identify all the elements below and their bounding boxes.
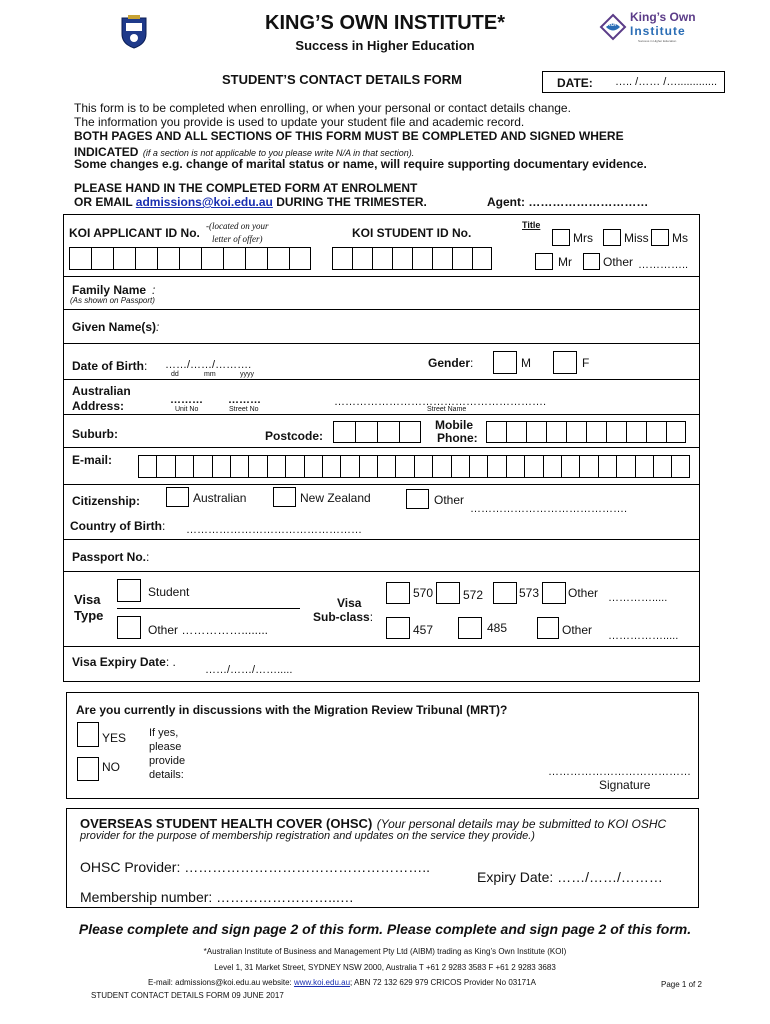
subclass-other-line-1[interactable]: …………..... xyxy=(608,592,668,604)
gender-text: Gender xyxy=(428,356,471,370)
ohsc-note-2: provider for the purpose of membership registration and updates on the service they provide.) xyxy=(80,830,535,842)
applicant-id-note-2: letter of offer) xyxy=(212,234,263,244)
footer-line-3 xyxy=(148,978,536,987)
dob-value[interactable]: ……/……/………. xyxy=(165,359,252,371)
citizenship-australian-label: Australian xyxy=(193,491,247,505)
subclass-other-label-1: Other xyxy=(568,586,599,600)
intro-na-note: (if a section is not applicable to you please write N/A in that section). xyxy=(142,148,415,158)
footer-abn-text: ; ABN 72 132 629 979 CRICOS Provider No 03171A xyxy=(350,978,536,987)
dob-text: Date of Birth xyxy=(72,359,144,373)
koi-logo-text-tag: KOI xyxy=(607,22,616,28)
mrt-question: Are you currently in discussions with the Migration Review Tribunal (MRT)? xyxy=(76,703,508,717)
footer-email-text: E-mail: admissions@koi.edu.au website: xyxy=(148,978,292,987)
ohsc-provider-field[interactable]: OHSC Provider: …………………………………………….. xyxy=(80,859,431,875)
visa-expiry-value[interactable]: ……/……/……..... xyxy=(205,664,293,676)
mrt-signature-label: Signature xyxy=(599,778,651,792)
visa-subclass-label-1: Visa xyxy=(337,596,362,610)
family-name-colon: : xyxy=(152,283,156,297)
citizenship-other-label: Other xyxy=(434,493,465,507)
koi-logo-text-1: King’s Own xyxy=(630,10,696,24)
subclass-485-checkbox[interactable] xyxy=(458,617,482,639)
gender-m-label: M xyxy=(521,356,531,370)
email-cells[interactable] xyxy=(138,455,690,478)
address-label-2: Address: xyxy=(72,399,125,413)
footer-page-number: Page 1 of 2 xyxy=(661,980,702,989)
student-id-label: KOI STUDENT ID No. xyxy=(352,226,472,240)
passport-text: Passport No. xyxy=(72,550,147,564)
applicant-id-label: KOI APPLICANT ID No. xyxy=(69,226,200,240)
footer-form-id: STUDENT CONTACT DETAILS FORM 09 JUNE 2017 xyxy=(91,991,284,1000)
ohsc-heading-text: OVERSEAS STUDENT HEALTH COVER (OHSC) xyxy=(80,816,373,831)
row-divider xyxy=(63,276,700,277)
page-2-reminder: Please complete and sign page 2 of this form. Please complete and sign page 2 of this form. xyxy=(78,921,692,937)
student-id-cells[interactable] xyxy=(332,247,492,270)
visa-subclass-text: Sub-class xyxy=(313,610,370,624)
unit-no-field[interactable]: ……… xyxy=(170,394,203,406)
intro-line-5: Some changes e.g. change of marital status or name, will require supporting documentary evidence. xyxy=(74,157,647,171)
title-other-checkbox[interactable] xyxy=(583,253,600,270)
visa-type-label-2: Type xyxy=(74,608,104,623)
mrt-yes-label: YES xyxy=(102,731,127,745)
footer-website-link[interactable]: www.koi.edu.au xyxy=(293,978,351,987)
title-mr-checkbox[interactable] xyxy=(535,253,553,270)
subclass-572-checkbox[interactable] xyxy=(436,582,460,604)
mrt-if-yes-4: details: xyxy=(149,769,184,781)
gender-m-checkbox[interactable] xyxy=(493,351,517,374)
hand-in-line-2 xyxy=(74,195,427,209)
date-label: DATE: xyxy=(557,76,593,90)
intro-line-3: BOTH PAGES AND ALL SECTIONS OF THIS FORM MUST BE COMPLETED AND SIGNED WHERE xyxy=(74,129,624,143)
subclass-570-checkbox[interactable] xyxy=(386,582,410,604)
mobile-label-2: Phone: xyxy=(437,431,478,445)
dob-label: Date of Birth: xyxy=(72,359,148,373)
title-mrs-label: Mrs xyxy=(573,231,593,245)
citizenship-nz-checkbox[interactable] xyxy=(273,487,296,507)
row-divider xyxy=(63,539,700,540)
citizenship-nz-label: New Zealand xyxy=(300,491,371,505)
family-name-note: (As shown on Passport) xyxy=(70,296,155,305)
street-name-caption: Street Name xyxy=(427,406,467,413)
street-name-field[interactable]: …………………………………………………. xyxy=(334,396,547,408)
given-names-label: Given Name(s): xyxy=(72,320,160,334)
country-birth-line[interactable]: ………………………………………… xyxy=(186,524,362,536)
row-divider xyxy=(63,414,700,415)
mobile-label-1: Mobile xyxy=(435,418,473,432)
ohsc-heading-note: (Your personal details may be submitted to KOI OSHC xyxy=(376,817,667,831)
subclass-572-label: 572 xyxy=(463,588,484,602)
row-divider xyxy=(63,379,700,380)
subclass-573-label: 573 xyxy=(519,586,540,600)
admissions-email-link[interactable]: admissions@koi.edu.au xyxy=(135,195,273,209)
passport-label: Passport No.: xyxy=(72,550,150,564)
suburb-label: Suburb: xyxy=(72,427,118,441)
visa-subclass-label-2: Sub-class: xyxy=(313,610,374,624)
visa-type-label-1: Visa xyxy=(74,592,101,607)
row-divider xyxy=(63,447,700,448)
mrt-if-yes-3: provide xyxy=(149,755,186,767)
email-label: E-mail: xyxy=(72,453,113,467)
row-divider xyxy=(63,309,700,310)
title-label: Title xyxy=(522,220,541,230)
row-divider xyxy=(63,646,700,647)
footer-line-1: *Australian Institute of Business and Management Pty Ltd (AIBM) trading as King’s Own Institute (KOI) xyxy=(203,947,567,956)
title-other-label: Other xyxy=(603,255,634,269)
mrt-signature-line[interactable]: ………………………………… xyxy=(548,766,691,778)
hand-in-trimester: DURING THE TRIMESTER. xyxy=(276,195,427,209)
mrt-yes-checkbox[interactable] xyxy=(77,722,99,747)
street-no-field[interactable]: ……… xyxy=(228,394,261,406)
title-miss-label: Miss xyxy=(624,231,649,245)
gender-label: Gender: xyxy=(428,356,474,370)
institute-title: KING’S OWN INSTITUTE* xyxy=(265,12,505,34)
title-miss-checkbox[interactable] xyxy=(603,229,621,246)
koi-logo-text-2: Institute xyxy=(630,24,686,38)
intro-line-2: The information you provide is used to update your student file and academic record. xyxy=(74,115,525,129)
subclass-457-checkbox[interactable] xyxy=(386,617,410,639)
intro-indicated: INDICATED xyxy=(74,145,139,159)
subclass-485-label: 485 xyxy=(487,621,508,635)
mrt-if-yes-1: If yes, xyxy=(149,727,179,739)
mrt-no-label: NO xyxy=(102,760,120,774)
mrt-if-yes-2: please xyxy=(149,741,182,753)
hand-in-or-email: OR EMAIL xyxy=(74,195,133,209)
postcode-label: Postcode: xyxy=(265,429,324,443)
ohsc-expiry-field[interactable]: Expiry Date: ……/……/……… xyxy=(477,869,663,885)
title-other-line[interactable]: ………….. xyxy=(638,259,689,271)
footer-line-2: Level 1, 31 Market Street, SYDNEY NSW 2000, Australia T +61 2 9283 3583 F +61 2 9283 3683 xyxy=(214,963,556,972)
date-value: ….. /…… /…............. xyxy=(615,76,718,88)
ohsc-membership-field[interactable]: Membership number: ……………………...… xyxy=(80,889,354,905)
subclass-457-label: 457 xyxy=(413,623,434,637)
visa-expiry-text: Visa Expiry Date xyxy=(72,655,166,669)
visa-student-checkbox[interactable] xyxy=(117,579,141,602)
intro-line-1: This form is to be completed when enrolling, or when your personal or contact details change. xyxy=(74,101,571,115)
applicant-id-cells[interactable] xyxy=(69,247,311,270)
title-ms-checkbox[interactable] xyxy=(651,229,669,246)
dob-dd: dd xyxy=(171,371,179,378)
dob-yyyy: yyyy xyxy=(240,371,254,378)
address-label-1: Australian xyxy=(72,384,131,398)
hand-in-line-1: PLEASE HAND IN THE COMPLETED FORM AT ENROLMENT xyxy=(74,181,418,195)
country-birth-text: Country of Birth xyxy=(70,519,162,533)
row-divider xyxy=(63,571,700,572)
row-divider xyxy=(63,343,700,344)
title-mr-label: Mr xyxy=(558,255,572,269)
mrt-no-checkbox[interactable] xyxy=(77,757,99,781)
subclass-other-checkbox-2[interactable] xyxy=(537,617,559,639)
unit-no-caption: Unit No xyxy=(175,406,199,413)
institute-subtitle: Success in Higher Education xyxy=(295,38,475,53)
gender-f-label: F xyxy=(582,356,590,370)
row-divider xyxy=(63,484,700,485)
koi-logo-text-sub: Success in Higher Education xyxy=(638,39,677,43)
dob-mm: mm xyxy=(204,371,216,378)
visa-expiry-label: Visa Expiry Date: . xyxy=(72,655,176,669)
visa-other-checkbox[interactable] xyxy=(117,616,141,639)
given-names-text: Given Name(s) xyxy=(72,320,157,334)
visa-other-label: Other ……………........ xyxy=(148,623,269,637)
contact-details-section xyxy=(63,214,700,682)
date-box[interactable] xyxy=(542,71,725,93)
citizenship-label: Citizenship: xyxy=(72,494,140,508)
form-title: STUDENT’S CONTACT DETAILS FORM xyxy=(222,72,463,87)
subclass-573-checkbox[interactable] xyxy=(493,582,517,604)
visa-student-label: Student xyxy=(148,585,190,599)
family-name-label: Family Name xyxy=(72,283,147,297)
subclass-other-label-2: Other xyxy=(562,623,593,637)
koi-logo xyxy=(598,10,708,46)
subclass-other-checkbox-1[interactable] xyxy=(542,582,566,604)
title-mrs-checkbox[interactable] xyxy=(552,229,570,246)
street-no-caption: Street No xyxy=(229,406,259,413)
citizenship-australian-checkbox[interactable] xyxy=(166,487,189,507)
subclass-other-line-2[interactable]: ……………..... xyxy=(608,630,679,642)
subclass-570-label: 570 xyxy=(413,586,434,600)
visa-type-divider xyxy=(117,608,300,609)
citizenship-other-line[interactable]: ……………………………………. xyxy=(470,503,628,515)
postcode-cells[interactable] xyxy=(333,421,421,443)
country-birth-label: Country of Birth: xyxy=(70,519,166,533)
applicant-id-note-1: -(located on your xyxy=(206,221,269,231)
mobile-cells[interactable] xyxy=(486,421,686,443)
citizenship-other-checkbox[interactable] xyxy=(406,489,429,509)
gender-f-checkbox[interactable] xyxy=(553,351,577,374)
title-ms-label: Ms xyxy=(672,231,688,245)
agent-field[interactable]: Agent: ………………………… xyxy=(487,195,649,209)
